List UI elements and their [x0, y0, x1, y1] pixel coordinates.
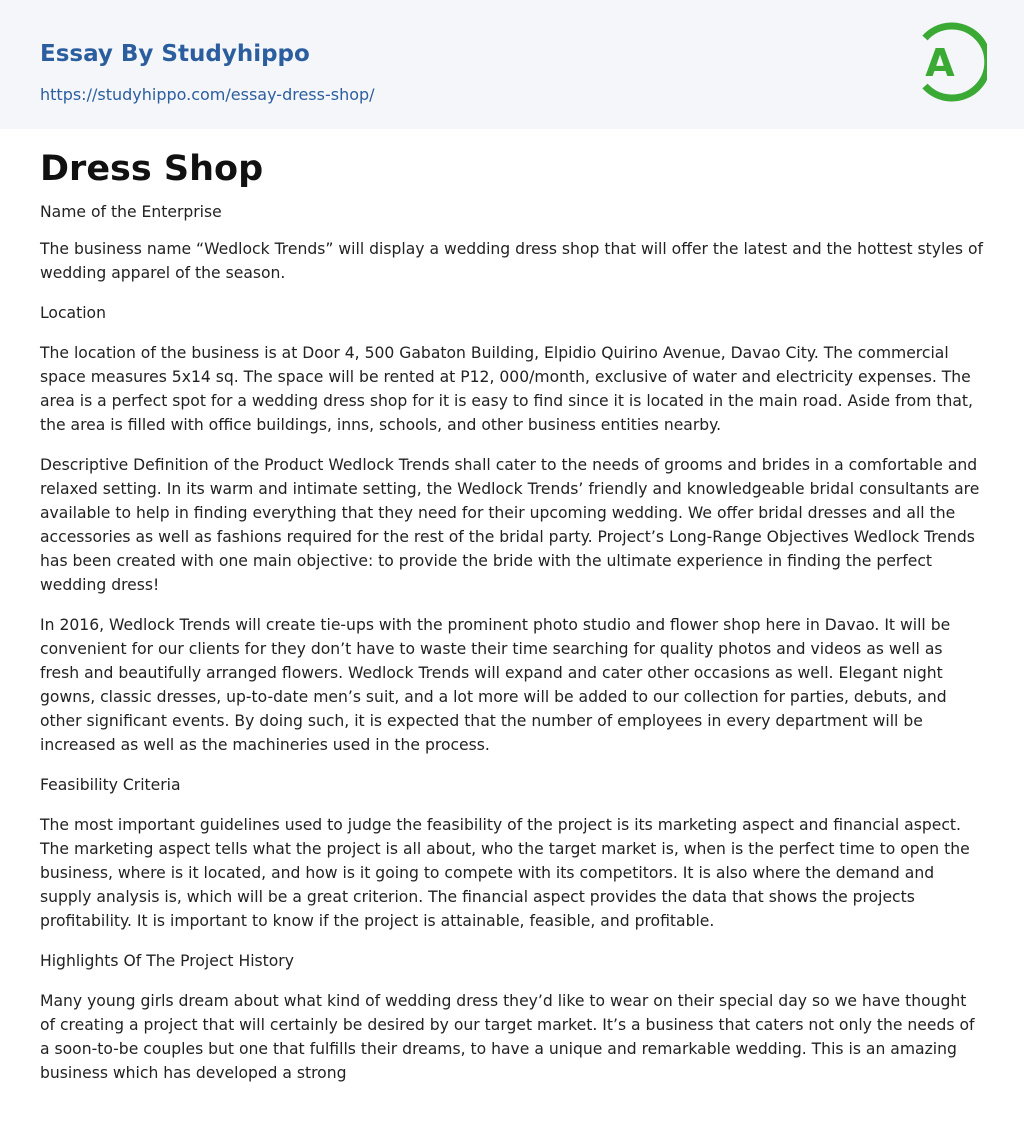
section-heading-feasibility: Feasibility Criteria — [40, 776, 181, 794]
paragraph-history: Many young girls dream about what kind of wedding dress they’d like to wear on their special day so we have thought of creating a project that will certainly be desired by our target market. It’s a business that caters not only the needs of a soon-to-be couples but one that fulfills their dreams, to have a unique and remarkable wedding. This is an amazing business which has developed a strong — [40, 992, 975, 1082]
paragraph-feasibility: The most important guidelines used to judge the feasibility of the project is its marketing aspect and financial aspect. The marketing aspect tells what the project is all about, who the target market is, when is the perfect time to open the business, where is it located, and how is it going to compete with its competitors. It is also where the demand and supply analysis is, which will be a great criterion. The financial aspect provides the data that shows the projects profitability. It is important to know if the project is attainable, feasible, and profitable. — [40, 816, 970, 930]
section-heading-enterprise: Name of the Enterprise — [40, 203, 222, 221]
site-header — [0, 0, 1024, 129]
article-content — [0, 148, 1024, 1085]
site-brand[interactable]: Essay By Studyhippo — [40, 41, 310, 67]
logo-letter: A — [925, 41, 955, 85]
paragraph-location: The location of the business is at Door 4, 500 Gabaton Building, Elpidio Quirino Avenue, Davao City. The commercial space measures 5x14 sq. The space will be rented at P12, 000/month, exclusive of water and electricity expenses. The area is a perfect spot for a wedding dress shop for it is easy to find since it is located in the main road. Aside from that, the area is filled with office buildings, inns, schools, and other business entities nearby. — [40, 344, 973, 434]
paragraph-expansion: In 2016, Wedlock Trends will create tie-ups with the prominent photo studio and flower shop here in Davao. It will be convenient for our clients for they don’t have to waste their time searching for quality photos and videos as well as fresh and beautifully arranged flowers. Wedlock Trends will expand and cater other occasions as well. Elegant night gowns, classic dresses, up-to-date men’s suit, and a lot more will be added to our collection for parties, debuts, and other significant events. By doing such, it is expected that the number of employees in every department will be increased as well as the machineries used in the process. — [40, 616, 951, 754]
section-heading-history: Highlights Of The Project History — [40, 952, 294, 970]
paragraph-product-definition: Descriptive Definition of the Product Wedlock Trends shall cater to the needs of grooms and brides in a comfortable and relaxed setting. In its warm and intimate setting, the Wedlock Trends’ friendly and knowledgeable bridal consultants are available to help in finding everything that they need for their upcoming wedding. We offer bridal dresses and all the accessories as well as fashions required for the rest of the bridal party. Project’s Long-Range Objectives Wedlock Trends has been created with one main objective: to provide the bride with the ultimate experience in finding the perfect wedding dress! — [40, 456, 980, 594]
paragraph-enterprise: The business name “Wedlock Trends” will display a wedding dress shop that will offer the latest and the hottest styles of wedding apparel of the season. — [40, 240, 984, 282]
essay-url-link[interactable]: https://studyhippo.com/essay-dress-shop/ — [40, 85, 375, 104]
studyhippo-logo-icon[interactable] — [913, 20, 987, 104]
section-heading-location: Location — [40, 304, 106, 322]
page-title: Dress Shop — [40, 149, 264, 189]
